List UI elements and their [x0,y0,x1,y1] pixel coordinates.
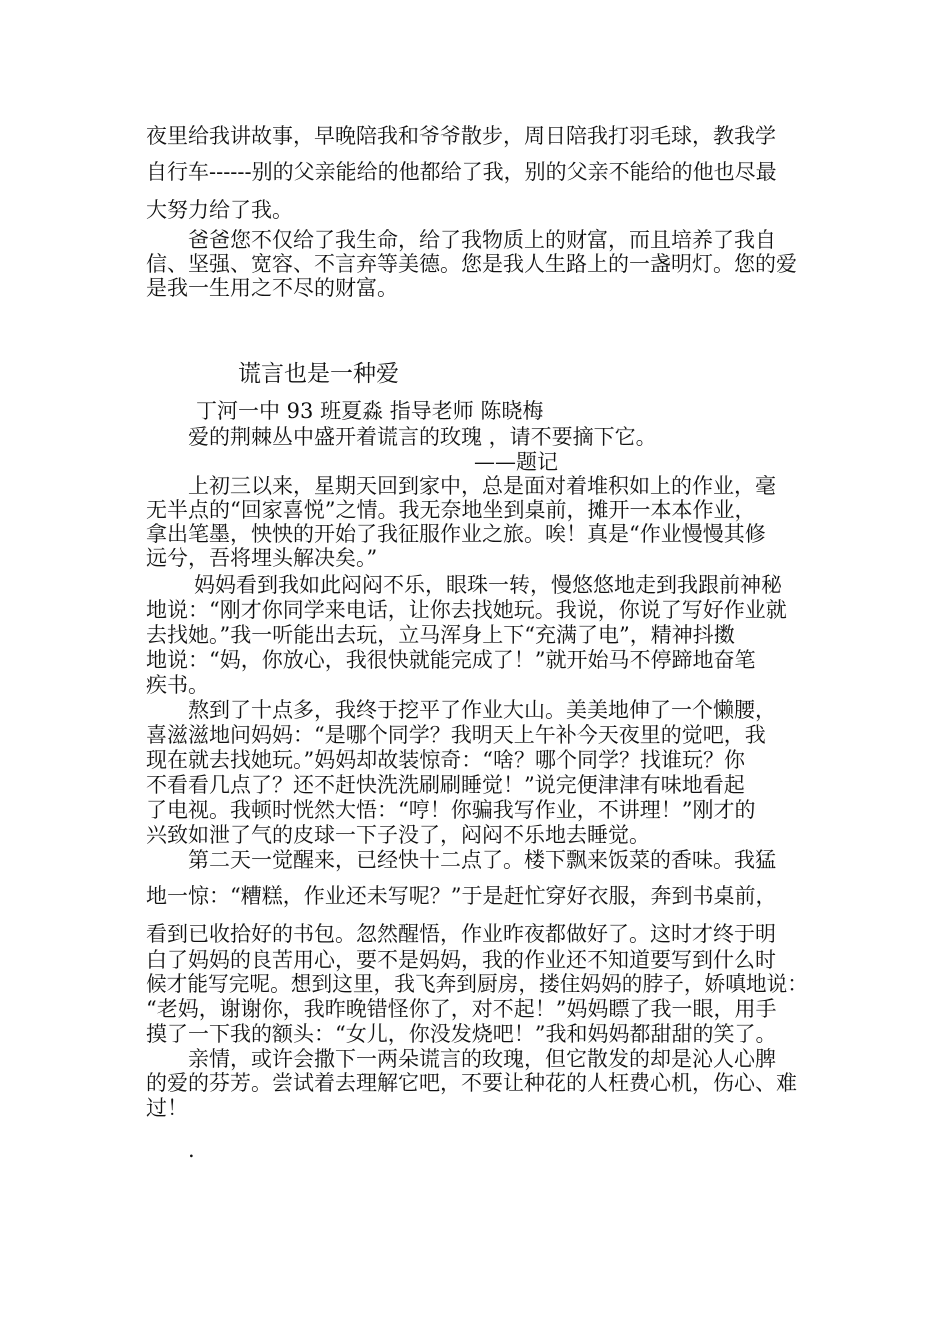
essay-line: 摸了一下我的额头：“女儿，你没发烧吧！”我和妈妈都甜甜的笑了。 [146,1022,777,1046]
essay-line: 过！ [146,1096,188,1120]
essay-line: 地说：“刚才你同学来电话，让你去找她玩。我说，你说了写好作业就 [146,598,787,622]
essay-line: 白了妈妈的良苦用心，要不是妈妈，我的作业还不知道要写到什么时 [146,948,776,972]
text-line: 大努力给了我。 [146,198,293,222]
essay-line: 地一惊：“糟糕，作业还未写呢？”于是赶忙穿好衣服，奔到书桌前， [146,884,777,908]
text-line: 是我一生用之不尽的财富。 [146,276,398,300]
essay-line: 疾书。 [146,673,209,697]
essay-line: 亲情，或许会撒下一两朵谎言的玫瑰，但它散发的却是沁人心脾 [188,1047,776,1071]
essay-line: 喜滋滋地问妈妈：“是哪个同学？我明天上午补今天夜里的觉吧，我 [146,723,766,747]
essay-line: 第二天一觉醒来，已经快十二点了。楼下飘来饭菜的香味。我猛 [188,848,776,872]
epigraph-note: ——题记 [474,450,558,474]
text-line: 信、坚强、宽容、不言弃等美德。您是我人生路上的一盏明灯。您的爱 [146,252,797,276]
essay-line: 的爱的芬芳。尝试着去理解它吧，不要让种花的人枉费心机，伤心、难 [146,1071,797,1095]
essay-line: 现在就去找她玩。”妈妈却故装惊奇：“啥？哪个同学？找谁玩？你 [146,748,745,772]
essay-line: 了电视。我顿时恍然大悟：“哼！你骗我写作业，不讲理！”刚才的 [146,798,756,822]
text-line: 自行车------别的父亲能给的他都给了我，别的父亲不能给的他也尽最 [146,160,777,184]
essay-line: 兴致如泄了气的皮球一下子没了，闷闷不乐地去睡觉。 [146,823,650,847]
essay-line: 看到已收拾好的书包。忽然醒悟，作业昨夜都做好了。这时才终于明 [146,922,776,946]
end-mark: . [188,1138,195,1162]
essay-line: 熬到了十点多，我终于挖平了作业大山。美美地伸了一个懒腰， [188,698,776,722]
essay-line: 无半点的“回家喜悦”之情。我无奈地坐到桌前，摊开一本本作业， [146,498,756,522]
essay-line: 妈妈看到我如此闷闷不乐，眼珠一转，慢悠悠地走到我跟前神秘 [194,573,782,597]
essay-byline: 丁河一中 93 班夏淼 指导老师 陈晓梅 [196,399,544,423]
essay-title: 谎言也是一种爱 [238,361,399,387]
epigraph: 爱的荆棘丛中盛开着谎言的玫瑰 ，请不要摘下它。 [188,425,657,449]
essay-line: 拿出笔墨，怏怏的开始了我征服作业之旅。唉！真是“作业慢慢其修 [146,522,766,546]
essay-line: 去找她。”我一听能出去玩，立马浑身上下“充满了电”，精神抖擞 [146,623,735,647]
essay-line: 不看看几点了？还不赶快洗洗刷刷睡觉！”说完便津津有味地看起 [146,773,745,797]
text-line: 爸爸您不仅给了我生命，给了我物质上的财富，而且培养了我自 [188,228,776,252]
text-line: 夜里给我讲故事，早晚陪我和爷爷散步，周日陪我打羽毛球，教我学 [146,124,776,148]
essay-line: 上初三以来，星期天回到家中，总是面对着堆积如上的作业，毫 [188,474,776,498]
essay-line: 地说：“妈，你放心，我很快就能完成了！”就开始马不停蹄地奋笔 [146,648,756,672]
essay-line: 候才能写完呢。想到这里，我飞奔到厨房，搂住妈妈的脖子，娇嗔地说： [146,972,808,996]
essay-line: “老妈，谢谢你，我昨晚错怪你了，对不起！”妈妈瞟了我一眼，用手 [146,997,777,1021]
essay-line: 远兮，吾将埋头解决矣。” [146,546,378,570]
